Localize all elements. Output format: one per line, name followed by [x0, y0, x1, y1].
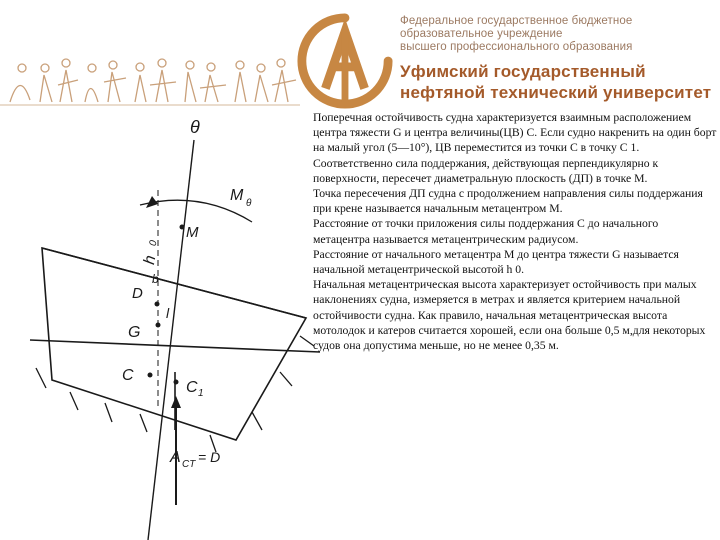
paragraph-2: Точка пересечения ДП судна с продолжением направления силы поддержания при крене называется начальным метацентром М. [313, 187, 703, 216]
university-name-line-2: нефтяной технический университет [400, 83, 712, 102]
label-c1-sub: 1 [198, 388, 204, 399]
figures-illustration [0, 30, 300, 110]
label-h0: h [141, 254, 160, 266]
paragraph-1: Поперечная остойчивость судна характеризуется взаимным расположением центра тяжести G и центра величины(ЦВ) С. Если судно накренить на один борт на малый угол (5—10°), ЦВ переместится из точки С в точку С 1. Соответственно сила поддержания, действующая перпендикулярно к поверхности, пересечет диаметральную плоскость (ДП) в точке М. [313, 111, 717, 185]
waterline [30, 340, 320, 352]
org-line-2: образовательное учреждение [400, 28, 563, 40]
hull-outline [42, 248, 306, 440]
university-logo [296, 12, 394, 110]
paragraph-4: Расстояние от начального метацентра М до центра тяжести G называется начальной метацентрической высотой h 0. [313, 247, 679, 277]
deck-line [42, 248, 306, 318]
header [0, 0, 720, 110]
paragraph-5: Начальная метацентрическая высота характеризует остойчивость при малых наклонениях судна, измеряется в метрах и является критерием начальной остойчивости судна. Как правило, начальная метацентрическая высота мотолодок и катеров считается хорошей, если она больше 0,5 м,для некоторых судов она допустима меньше, но не менее 0,35 м. [313, 278, 706, 353]
label-support-eq: = D [198, 449, 221, 465]
university-name-line-1: Уфимский государственный [400, 62, 646, 81]
label-c: C [122, 367, 134, 384]
label-theta: θ [190, 117, 200, 137]
paragraph-3: Расстояние от точки приложения силы поддержания С до начального метацентра называется метацентрическим радиусом. [313, 217, 659, 246]
label-d: D [132, 285, 143, 302]
org-line-3: высшего профессионального образования [400, 41, 633, 53]
label-support: A [170, 449, 181, 466]
body-text [313, 110, 717, 353]
label-moment-sub: θ [246, 198, 252, 209]
org-line-1: Федеральное государственное бюджетное [400, 15, 633, 27]
label-moment: M [230, 187, 244, 204]
stability-diagram [0, 112, 320, 540]
label-h0-sub: 0 [147, 239, 160, 247]
label-b: b [152, 272, 159, 286]
label-m: M [186, 224, 199, 241]
label-c1: C [186, 379, 198, 396]
label-l: l [166, 305, 170, 321]
label-support-sub: CT [182, 459, 196, 470]
label-g: G [128, 324, 141, 341]
